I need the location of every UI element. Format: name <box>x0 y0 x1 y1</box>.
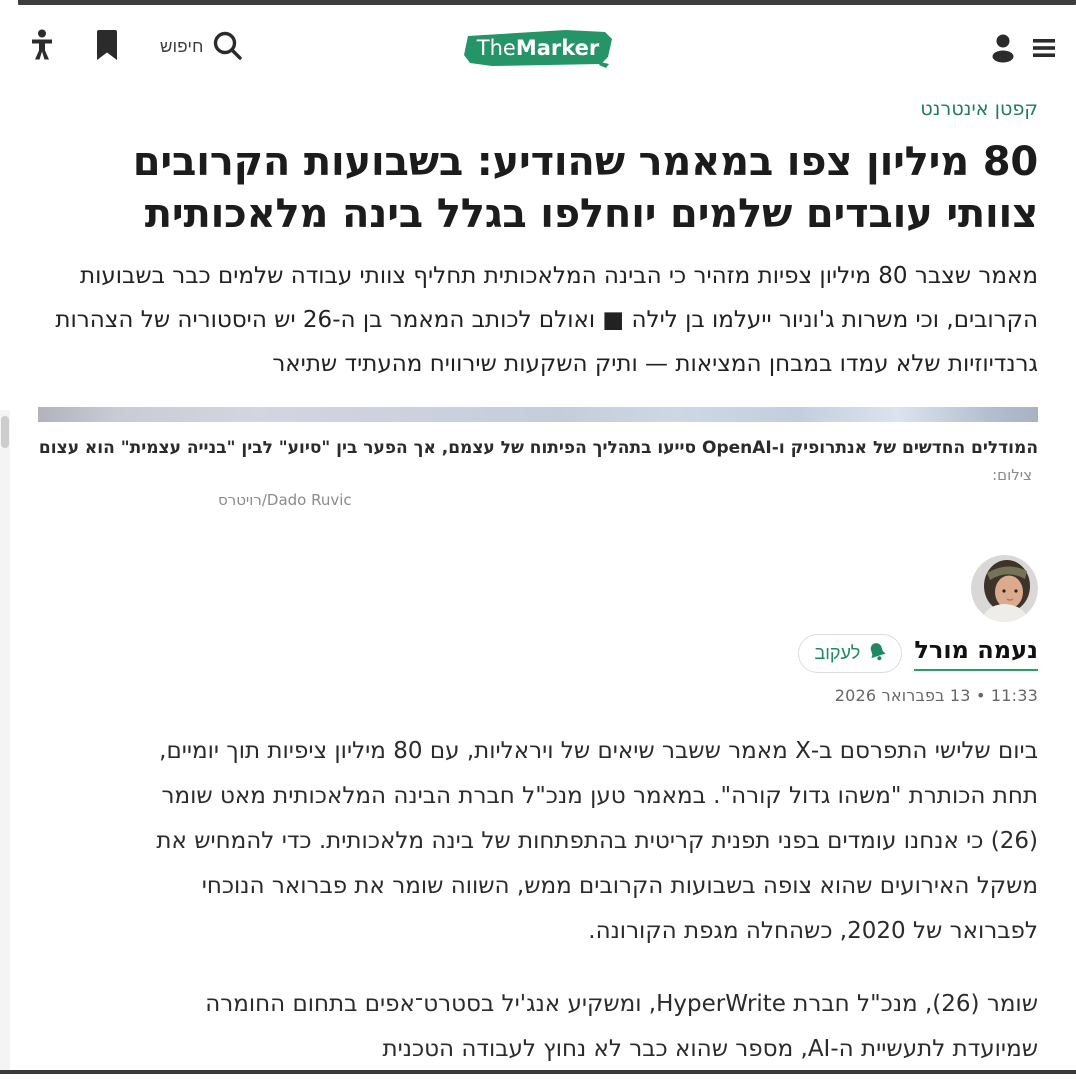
photo-credit: רויטרס/Dado Ruvic <box>218 491 352 510</box>
search-label: חיפוש <box>160 36 204 56</box>
site-logo[interactable] <box>462 27 614 73</box>
article-subheadline: מאמר שצבר 80 מיליון צפיות מזהיר כי הבינה המלאכותית תחליף צוותי עבודה שלמים כבר בשבועות הקרובים, וכי משרות ג'וניור ייעלמו בן לילה ■ ואולם לכותב המאמר בן ה-26 יש היסטוריה של הצהרות גרנדיוזיות שלא עמדו במבחן המציאות — ותיק השקעות שירוויח מהעתיד שתיאר <box>55 263 1038 378</box>
avatar-wrap <box>38 555 1038 626</box>
page-scrollbar[interactable] <box>0 410 10 1070</box>
author-name-link[interactable]: נעמה מורל <box>914 636 1038 671</box>
photo-credit-label: צילום: <box>992 465 1032 484</box>
header-left-tools <box>30 29 242 64</box>
svg-text:TheMarker <box>476 36 600 60</box>
window-bottom-edge <box>0 1070 1076 1074</box>
body-paragraph: שומר (26), מנכ"ל חברת HyperWrite, ומשקיע אנג'יל בסטרט־אפים בתחום החומרה שמיועדת לתעשיית ה-AI, מספר שהוא כבר לא נחוץ לעבודה הטכנית <box>205 990 1038 1062</box>
bell-icon <box>868 642 886 664</box>
header-right-tools <box>990 33 1056 66</box>
body-paragraph: ביום שלישי התפרסם ב-X מאמר ששבר שיאים של ויראליות, עם 80 מיליון ציפיות תוך יומיים, תחת הכותרת "משהו גדול קורה". במאמר טען מנכ"ל חברת הבינה המלאכותית מאט שומר (26) כי אנחנו עומדים בפני תפנית קריטית בהתפתחות של בינה מלאכותית. כדי להמחיש את משקל האירועים שהוא צופה בשבועות הקרובים ממש, השווה שומר את פברואר הנוכחי לפברואר של 2020, כשהחלה מגפת הקורונה. <box>156 738 1038 945</box>
publish-timestamp: 11:33 • 13 בפברואר 2026 <box>834 686 1038 706</box>
logo-text-the: The <box>476 36 516 60</box>
follow-label: לעקוב <box>814 642 861 663</box>
site-header <box>0 5 1076 87</box>
article <box>38 98 1038 1080</box>
author-avatar[interactable] <box>971 555 1038 622</box>
search-icon <box>212 30 242 63</box>
user-account-button[interactable] <box>990 33 1016 66</box>
search-button[interactable] <box>160 30 242 63</box>
image-caption-block <box>38 435 1038 488</box>
accessibility-icon <box>30 29 54 64</box>
bookmark-icon <box>96 29 118 64</box>
article-headline: 80 מיליון צפו במאמר שהודיע: בשבועות הקרובים צוותי עובדים שלמים יוחלפו בגלל בינה מלאכותית <box>132 139 1038 237</box>
user-icon <box>990 33 1016 66</box>
article-body <box>116 729 1038 1072</box>
image-caption: המודלים החדשים של אנתרופיק ו-OpenAI סייעו בתהליך הפיתוח של עצמם, אך הפער בין "סיוע" לבין "בנייה עצמית" הוא עצום <box>38 438 1038 459</box>
menu-icon <box>1032 36 1056 63</box>
bookmark-button[interactable] <box>96 29 118 64</box>
author-block <box>38 555 1038 705</box>
article-image <box>38 407 1038 422</box>
logo-text-marker: Marker <box>515 36 600 60</box>
follow-button[interactable] <box>798 634 902 673</box>
category-link[interactable]: קפטן אינטרנט <box>920 98 1038 120</box>
accessibility-button[interactable] <box>30 29 54 64</box>
scrollbar-thumb[interactable] <box>1 416 9 448</box>
author-row <box>38 634 1038 673</box>
menu-button[interactable] <box>1032 36 1056 63</box>
